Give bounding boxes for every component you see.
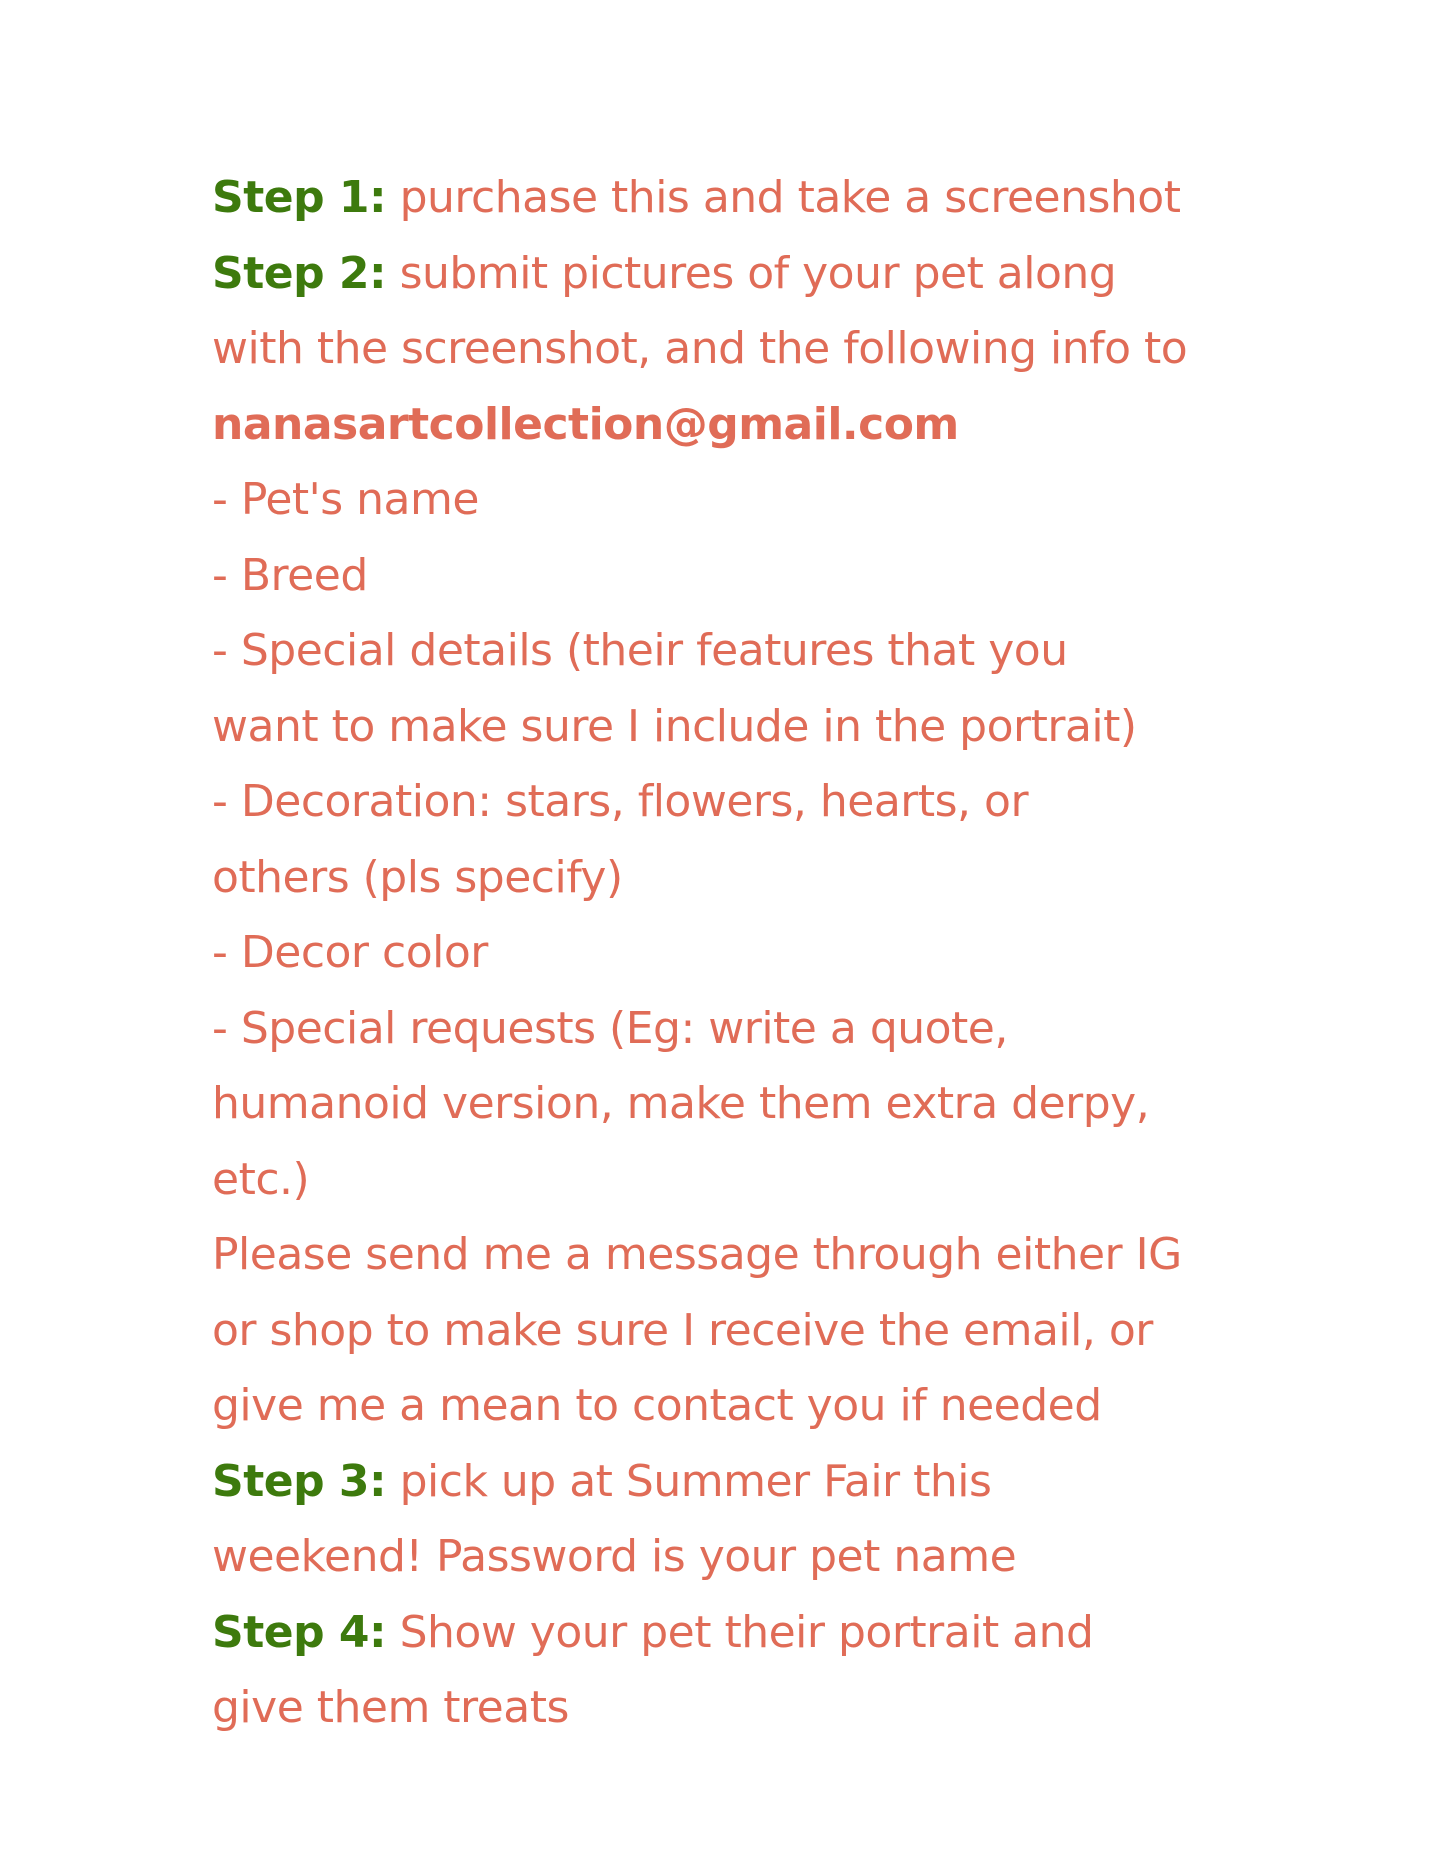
- step-1-line: [212, 160, 1272, 236]
- step-3-text-continued: weekend! Password is your pet name: [212, 1531, 1017, 1582]
- info-item-special-details-continued: want to make sure I include in the portrait): [212, 700, 1137, 752]
- step-1-label: Step 1:: [212, 172, 387, 223]
- step-4-label: Step 4:: [212, 1606, 387, 1658]
- info-item-decor-color: - Decor color: [212, 927, 488, 978]
- instructions-document: [212, 160, 1272, 1746]
- info-item-special-requests-end: etc.): [212, 1153, 310, 1205]
- info-item-pet-name: - Pet's name: [212, 474, 479, 525]
- step-2-line: [212, 236, 1272, 312]
- step-2-label: Step 2:: [212, 247, 387, 299]
- info-item-special-details: - Special details (their features that you: [212, 625, 1068, 676]
- email-address: nanasartcollection@gmail.com: [212, 398, 959, 450]
- info-item-special-requests-continued: humanoid version, make them extra derpy,: [212, 1078, 1150, 1129]
- step-2-text-continued: with the screenshot, and the following info to: [212, 323, 1188, 374]
- step-4-text: Show your pet their portrait and: [399, 1606, 1094, 1658]
- info-item-breed: - Breed: [212, 549, 368, 601]
- note-line-1: Please send me a message through either IG: [212, 1229, 1182, 1280]
- step-2-text: submit pictures of your pet along: [399, 247, 1117, 299]
- info-item-decoration: - Decoration: stars, flowers, hearts, or: [212, 776, 1029, 827]
- step-3-text: pick up at Summer Fair this: [399, 1455, 992, 1507]
- step-1-text: purchase this and take a screenshot: [399, 172, 1181, 223]
- info-item-decoration-continued: others (pls specify): [212, 851, 623, 903]
- info-item-special-requests: - Special requests (Eg: write a quote,: [212, 1002, 1008, 1054]
- step-3-line: [212, 1444, 1272, 1520]
- step-3-label: Step 3:: [212, 1455, 387, 1507]
- note-line-3: give me a mean to contact you if needed: [212, 1380, 1102, 1431]
- step-4-line: [212, 1595, 1272, 1671]
- step-4-text-continued: give them treats: [212, 1682, 569, 1733]
- note-line-2: or shop to make sure I receive the email, or: [212, 1304, 1153, 1356]
